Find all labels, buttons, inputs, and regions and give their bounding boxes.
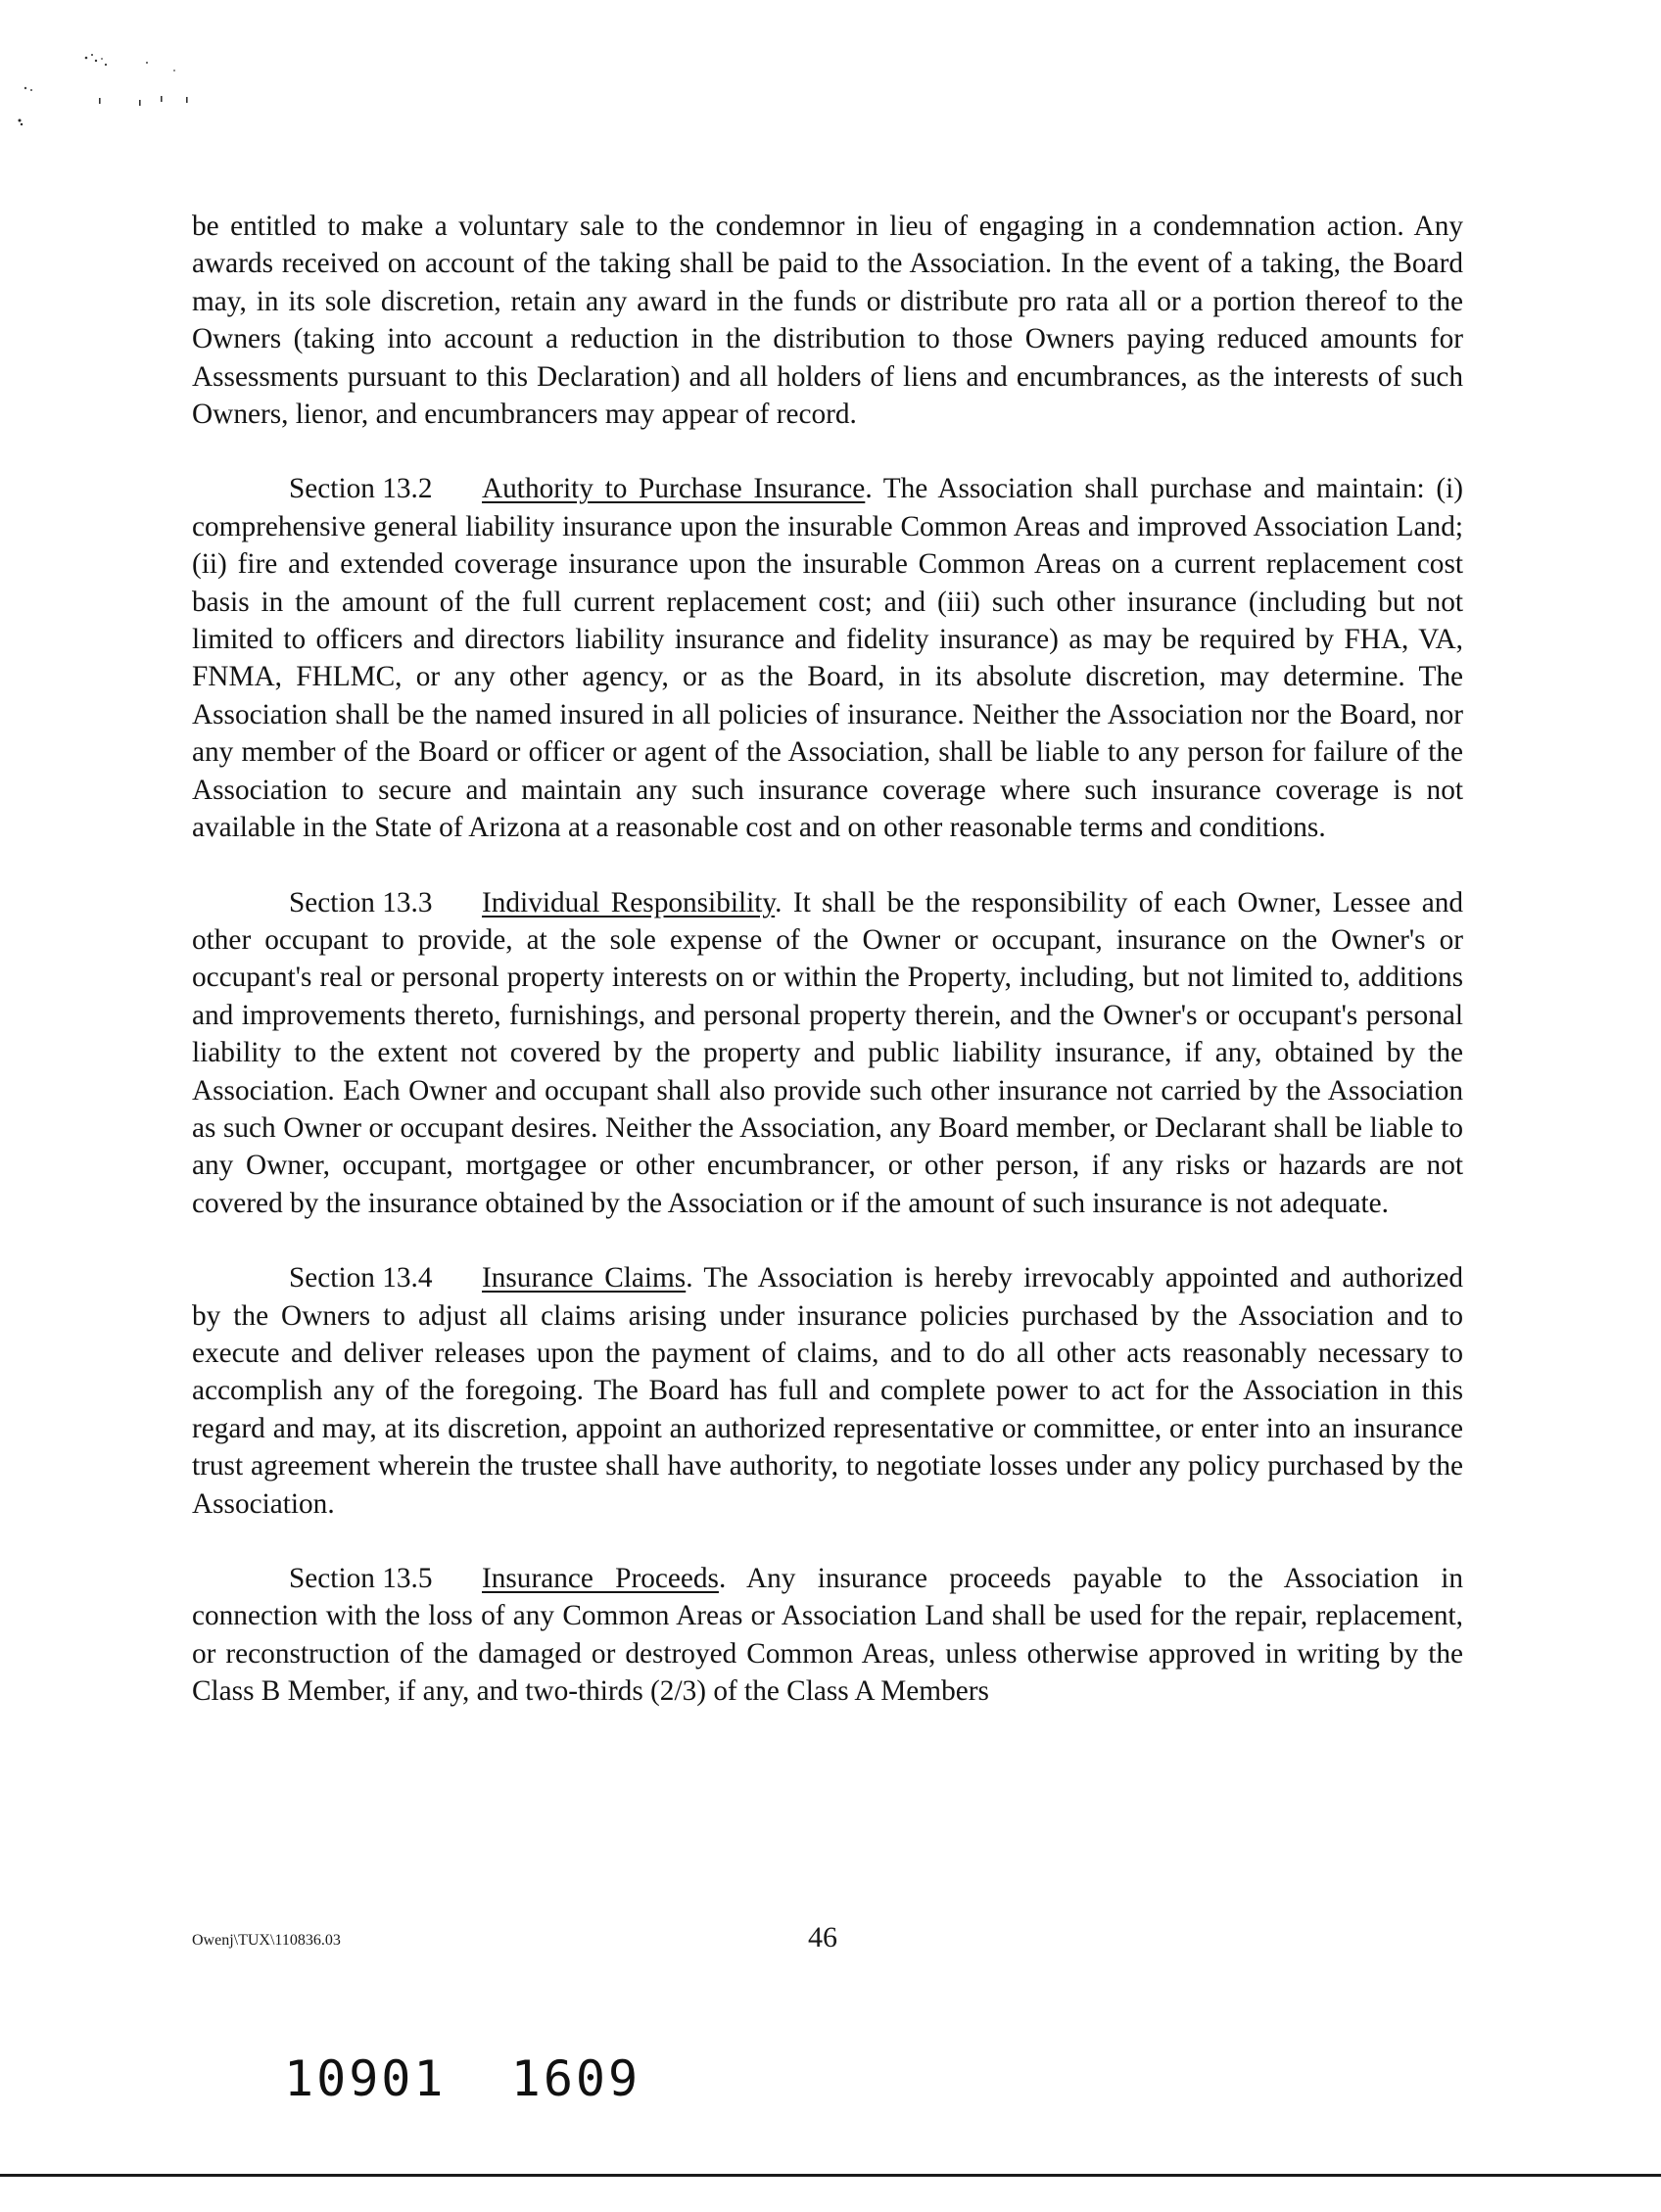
section-body: . Any insurance proceeds payable to the Association in connection with the loss of any Common Areas or Association Land shall be used for the repair, replacement, or reconstruction of the damaged or destroyed Common Areas, unless otherwise approved in writing by the Class B Member, if any, and two-thirds (2/3) of the Class A Members bbox=[192, 1563, 1464, 1708]
section-heading: Individual Responsibility bbox=[482, 886, 776, 918]
section-number: Section 13.3 bbox=[289, 886, 433, 918]
section-body: . The Association shall purchase and maintain: (i) comprehensive general liability insurance upon the insurable Common Areas and improved Association Land; (ii) fire and extended coverage insurance upon the insurable Common Areas on a current replacement cost basis in the amount of the full current replacement cost; and (iii) such other insurance (including but not limited to officers and directors liability insurance and fidelity insurance) as may be required by FHA, VA, FNMA, FHLMC, or any other agency, or as the Board, in its absolute discretion, may determine. The Association shall be the named insured in all policies of insurance. Neither the Association nor the Board, nor any member of the Board or officer or agent of the Association, shall be liable to any person for failure of the Association to secure and maintain any such insurance coverage where such insurance coverage is not available in the State of Arizona at a reasonable cost and on other reasonable terms and conditions. bbox=[192, 473, 1463, 844]
footer-file-code: Owenj\TUX\110836.03 bbox=[192, 1932, 341, 1949]
section-number: Section 13.4 bbox=[289, 1262, 433, 1294]
recording-stamp-number: 10901 1609 bbox=[284, 2050, 641, 2107]
section-heading: Authority to Purchase Insurance bbox=[482, 473, 866, 505]
section-body: . It shall be the responsibility of each Owner, Lessee and other occupant to provide, at the sole expense of the Owner or occupant, insurance on the Owner's or occupant's real or personal property interests on or within the Property, including, but not limited to, additions and improvements thereto, furnishings, and personal property therein, and the Owner's or occupant's personal liability to the extent not covered by the property and public liability insurance, if any, obtained by the Association. Each Owner and occupant shall also provide such other insurance not carried by the Association as such Owner or occupant desires. Neither the Association, any Board member, or Declarant shall be liable to any Owner, occupant, mortgagee or other encumbrancer, or other person, if any risks or hazards are not covered by the insurance obtained by the Association or if the amount of such insurance is not adequate. bbox=[192, 886, 1463, 1219]
section-body: . The Association is hereby irrevocably appointed and authorized by the Owners to adjust all claims arising under insurance policies purchased by the Association and to execute and deliver releases upon the payment of claims, and to do all other acts reasonably necessary to accomplish any of the foregoing. The Board has full and complete power to act for the Association in this regard and may, at its discretion, appoint an authorized representative or committee, or enter into an insurance trust agreement wherein the trustee shall have authority, to negotiate losses under any policy purchased by the Association. bbox=[192, 1262, 1463, 1520]
section-13-4-paragraph bbox=[192, 1259, 1463, 1523]
section-number: Section 13.5 bbox=[289, 1563, 433, 1594]
scan-specks bbox=[10, 49, 206, 137]
section-13-5-paragraph bbox=[192, 1560, 1463, 1711]
bottom-rule bbox=[0, 2174, 1661, 2177]
section-13-2-paragraph bbox=[192, 470, 1463, 846]
continuation-paragraph: be entitled to make a voluntary sale to the condemnor in lieu of engaging in a condemnation action. Any awards received on account of the taking shall be paid to the Association. In the event of a taking, the Board may, in its sole discretion, retain any award in the funds or distribute pro rata all or a portion thereof to the Owners (taking into account a reduction in the distribution to those Owners paying reduced amounts for Assessments pursuant to this Declaration) and all holders of liens and encumbrances, as the interests of such Owners, lienor, and encumbrancers may appear of record. bbox=[192, 211, 1463, 431]
section-heading: Insurance Proceeds bbox=[482, 1563, 719, 1594]
section-13-3-paragraph bbox=[192, 884, 1463, 1223]
section-number: Section 13.2 bbox=[289, 473, 433, 505]
section-heading: Insurance Claims bbox=[482, 1262, 687, 1294]
page-number: 46 bbox=[808, 1921, 837, 1953]
document-body bbox=[192, 208, 1463, 1711]
